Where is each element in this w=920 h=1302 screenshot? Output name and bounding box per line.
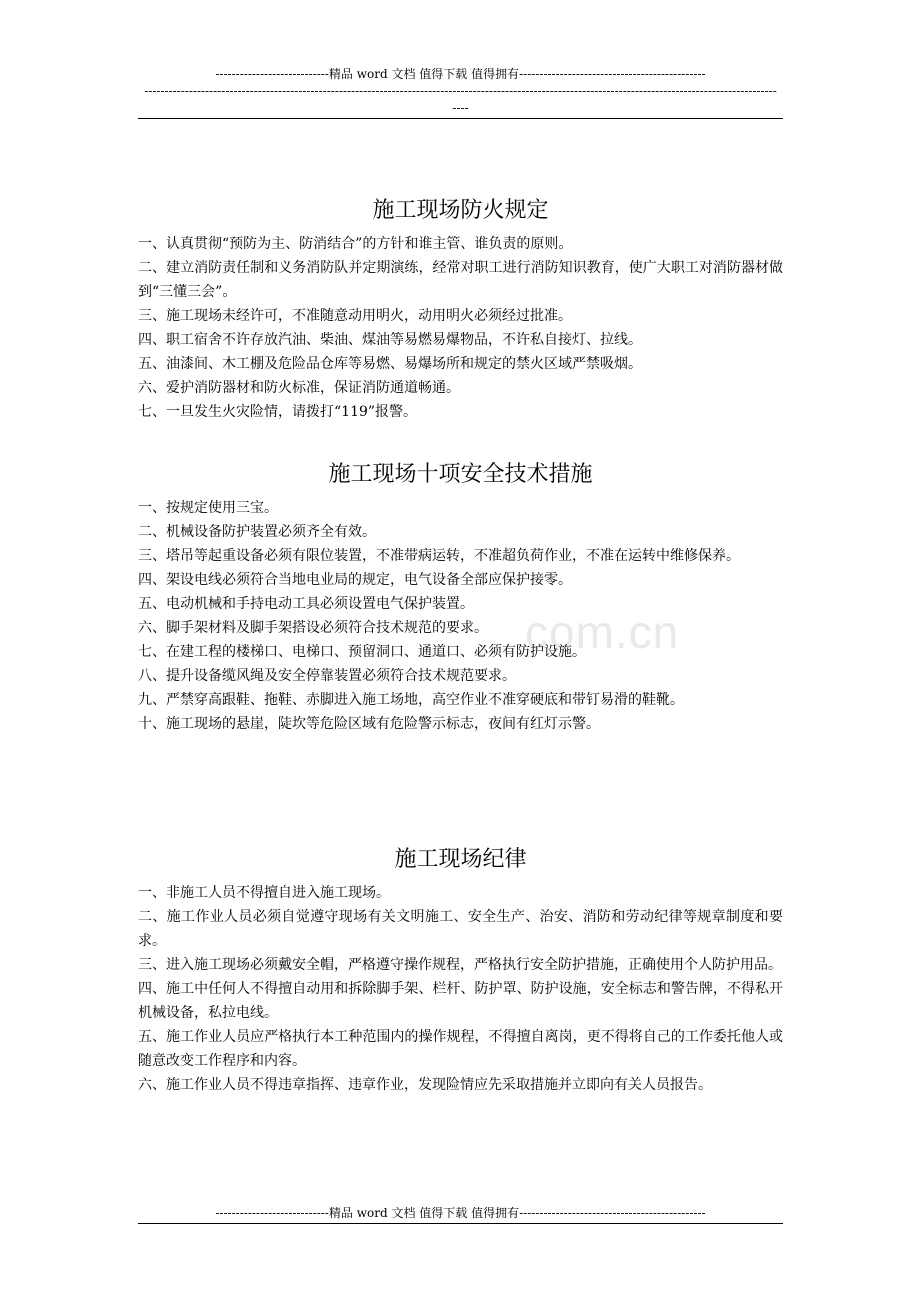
section-title: 施工现场十项安全技术措施	[328, 462, 593, 487]
page-header	[138, 66, 783, 117]
rule-item: 五、油漆间、木工棚及危险品仓库等易燃、易爆场所和规定的禁火区域严禁吸烟。	[138, 356, 642, 372]
rule-item: 三、施工现场未经许可，不准随意动用明火，动用明火必须经过批准。	[138, 308, 572, 324]
watermark-text: com.cn	[525, 606, 680, 658]
rule-item: 二、建立消防责任制和义务消防队并定期演练，经常对职工进行消防知识教育，使广大职工对消防器材做到“三懂三会”。	[138, 260, 783, 300]
footer-line-1: ----------------------------精品 word 文档 值得下载 值得拥有----------------------------------------------	[215, 1206, 706, 1220]
footer-rule	[138, 1223, 783, 1224]
rule-item: 四、施工中任何人不得擅自动用和拆除脚手架、栏杆、防护罩、防护设施，安全标志和警告牌，不得私开机械设备，私拉电线。	[138, 981, 783, 1021]
rule-item: 十、施工现场的悬崖，陡坎等危险区域有危险警示标志，夜间有红灯示警。	[138, 716, 600, 732]
rule-item: 三、塔吊等起重设备必须有限位装置，不准带病运转，不准超负荷作业，不准在运转中维修保养。	[138, 548, 740, 564]
section-site-discipline	[138, 845, 783, 1097]
header-line-1: ----------------------------精品 word 文档 值得下载 值得拥有----------------------------------------------	[215, 67, 706, 81]
page-footer	[138, 1205, 783, 1222]
rule-item: 五、电动机械和手持电动工具必须设置电气保护装置。	[138, 596, 474, 612]
section-safety-measures	[138, 460, 783, 736]
section-title: 施工现场防火规定	[372, 198, 549, 223]
rule-item: 三、进入施工现场必须戴安全帽，严格遵守操作规程，严格执行安全防护措施，正确使用个人防护用品。	[138, 957, 782, 973]
rule-item: 二、机械设备防护装置必须齐全有效。	[138, 524, 376, 540]
header-line-2: ------------------------------------------------------------------------------------------------------------------------------------------------------------	[144, 84, 777, 98]
rule-item: 二、施工作业人员必须自觉遵守现场有关文明施工、安全生产、治安、消防和劳动纪律等规章制度和要求。	[138, 909, 783, 949]
rule-item: 六、爱护消防器材和防火标准，保证消防通道畅通。	[138, 380, 460, 396]
rule-item: 七、在建工程的楼梯口、电梯口、预留洞口、通道口、必须有防护设施。	[138, 644, 586, 660]
section-fire-rules	[138, 196, 783, 424]
header-rule	[138, 118, 783, 119]
rule-item: 六、施工作业人员不得违章指挥、违章作业，发现险情应先采取措施并立即向有关人员报告。	[138, 1077, 712, 1093]
rule-item: 五、施工作业人员应严格执行本工种范围内的操作规程，不得擅自离岗，更不得将自己的工作委托他人或随意改变工作程序和内容。	[138, 1029, 783, 1069]
rule-item: 八、提升设备缆风绳及安全停靠装置必须符合技术规范要求。	[138, 668, 516, 684]
rule-item: 四、职工宿舍不许存放汽油、柴油、煤油等易燃易爆物品，不许私自接灯、拉线。	[138, 332, 642, 348]
rule-item: 一、认真贯彻“预防为主、防消结合”的方针和谁主管、谁负责的原则。	[138, 236, 573, 252]
rule-item: 四、架设电线必须符合当地电业局的规定，电气设备全部应保护接零。	[138, 572, 572, 588]
section-title: 施工现场纪律	[394, 847, 527, 872]
rule-item: 一、非施工人员不得擅自进入施工现场。	[138, 885, 390, 901]
rule-item: 七、一旦发生火灾险情，请拨打“119”报警。	[138, 404, 418, 420]
header-line-3: ----	[452, 101, 469, 115]
rule-item: 一、按规定使用三宝。	[138, 500, 278, 516]
rule-item: 六、脚手架材料及脚手架搭设必须符合技术规范的要求。	[138, 620, 488, 636]
rule-item: 九、严禁穿高跟鞋、拖鞋、赤脚进入施工场地，高空作业不准穿硬底和带钉易滑的鞋靴。	[138, 692, 684, 708]
